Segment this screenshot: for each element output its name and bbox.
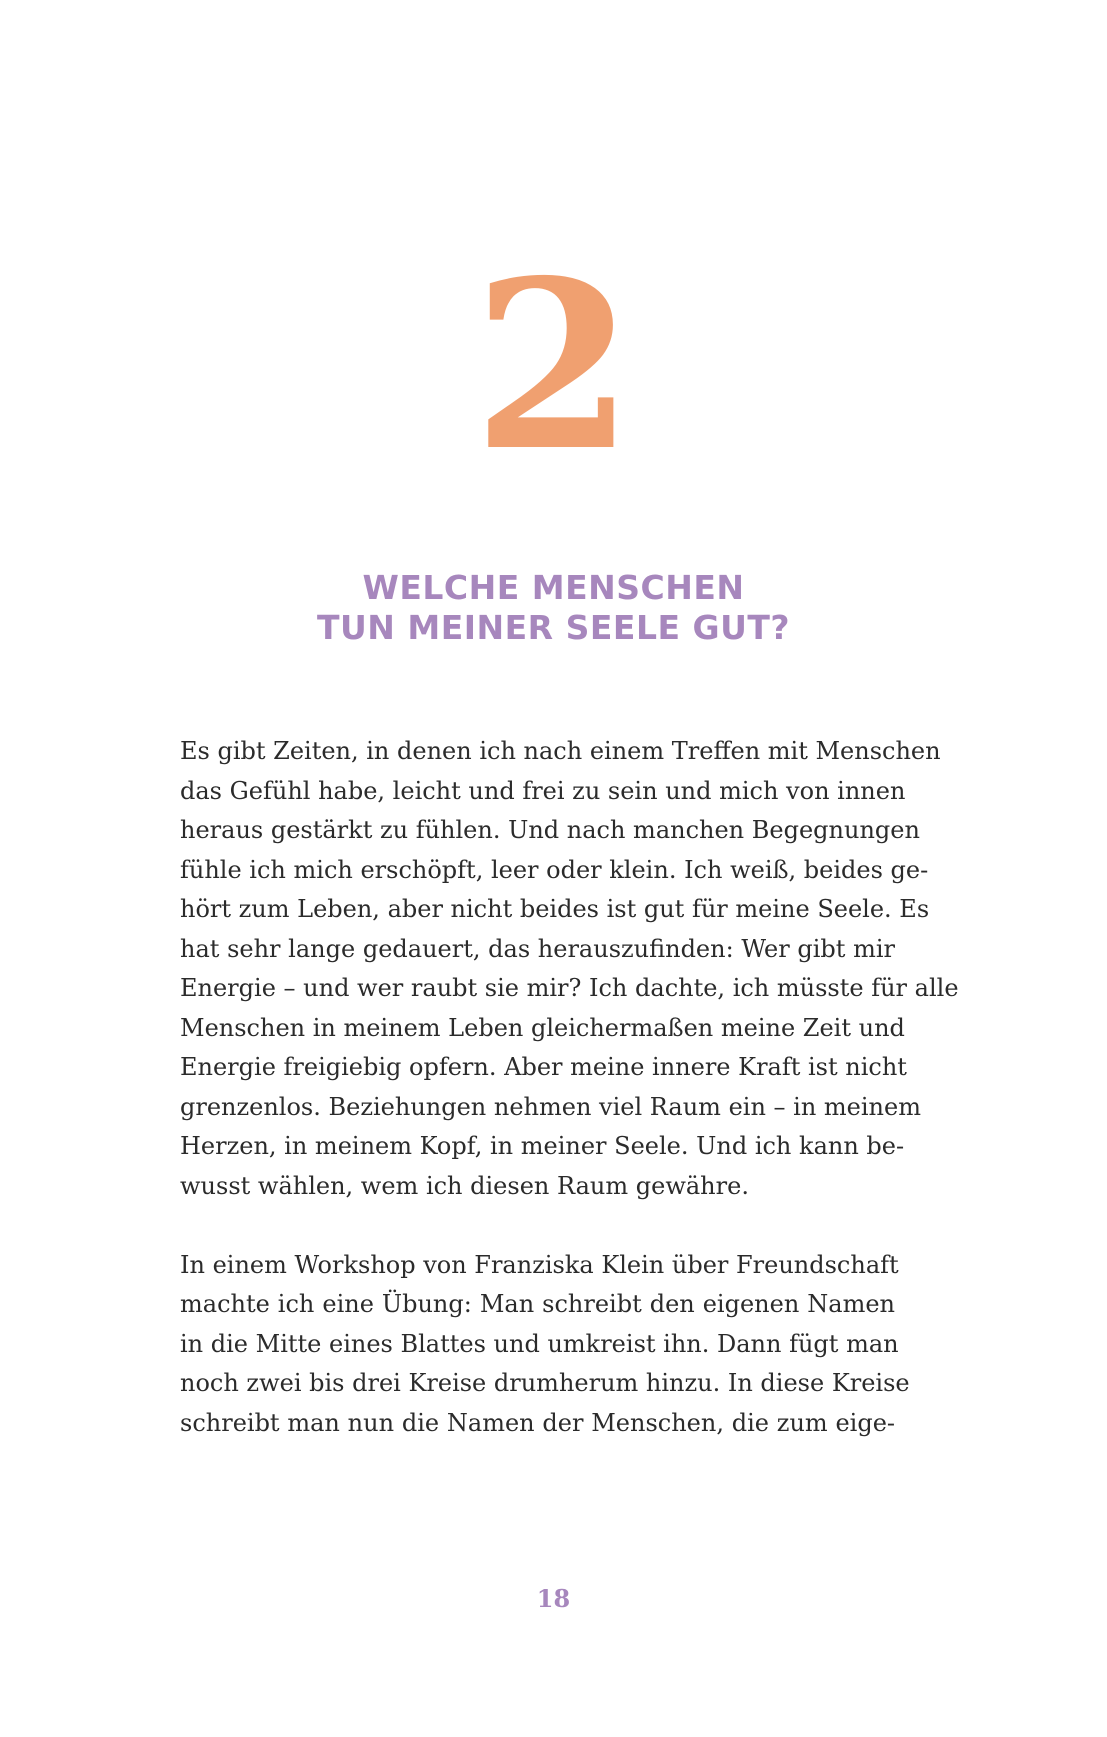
chapter-title-line: TUN MEINER SEELE GUT? xyxy=(316,608,791,647)
text-line: wusst wählen, wem ich diesen Raum gewähre. xyxy=(180,1171,749,1200)
paragraph xyxy=(180,732,959,1206)
text-line: Energie freigiebig opfern. Aber meine innere Kraft ist nicht xyxy=(180,1053,907,1081)
chapter-title-line: WELCHE MENSCHEN xyxy=(362,568,745,607)
chapter-title xyxy=(0,568,1107,648)
text-line: In einem Workshop von Franziska Klein über Freundschaft xyxy=(180,1250,899,1279)
text-line: fühle ich mich erschöpft, leer oder klein. Ich weiß, beides ge- xyxy=(180,855,929,884)
text-line: Menschen in meinem Leben gleichermaßen meine Zeit und xyxy=(180,1013,905,1042)
text-line: machte ich eine Übung: Man schreibt den eigenen Namen xyxy=(180,1290,895,1318)
text-line: Herzen, in meinem Kopf, in meiner Seele. Und ich kann be- xyxy=(180,1132,905,1160)
text-line: grenzenlos. Beziehungen nehmen viel Raum ein – in meinem xyxy=(180,1092,921,1121)
text-line: hört zum Leben, aber nicht beides ist gut für meine Seele. Es xyxy=(180,895,930,923)
text-line: in die Mitte eines Blattes und umkreist ihn. Dann fügt man xyxy=(180,1329,899,1358)
text-line: das Gefühl habe, leicht und frei zu sein und mich von innen xyxy=(180,776,906,805)
chapter-number: 2 xyxy=(472,229,635,502)
paragraph xyxy=(180,1246,910,1444)
text-line: hat sehr lange gedauert, das herauszufinden: Wer gibt mir xyxy=(180,934,895,963)
page-number: 18 xyxy=(536,1584,571,1613)
text-line: heraus gestärkt zu fühlen. Und nach manchen Begegnungen xyxy=(180,816,920,844)
body-text xyxy=(180,732,959,1443)
text-line: Energie – und wer raubt sie mir? Ich dachte, ich müsste für alle xyxy=(180,974,959,1002)
text-line: Es gibt Zeiten, in denen ich nach einem Treffen mit Menschen xyxy=(180,737,941,765)
text-line: noch zwei bis drei Kreise drumherum hinzu. In diese Kreise xyxy=(180,1369,910,1397)
paragraph-spacer xyxy=(180,1206,895,1246)
text-line: schreibt man nun die Namen der Menschen, die zum eige- xyxy=(180,1408,895,1437)
